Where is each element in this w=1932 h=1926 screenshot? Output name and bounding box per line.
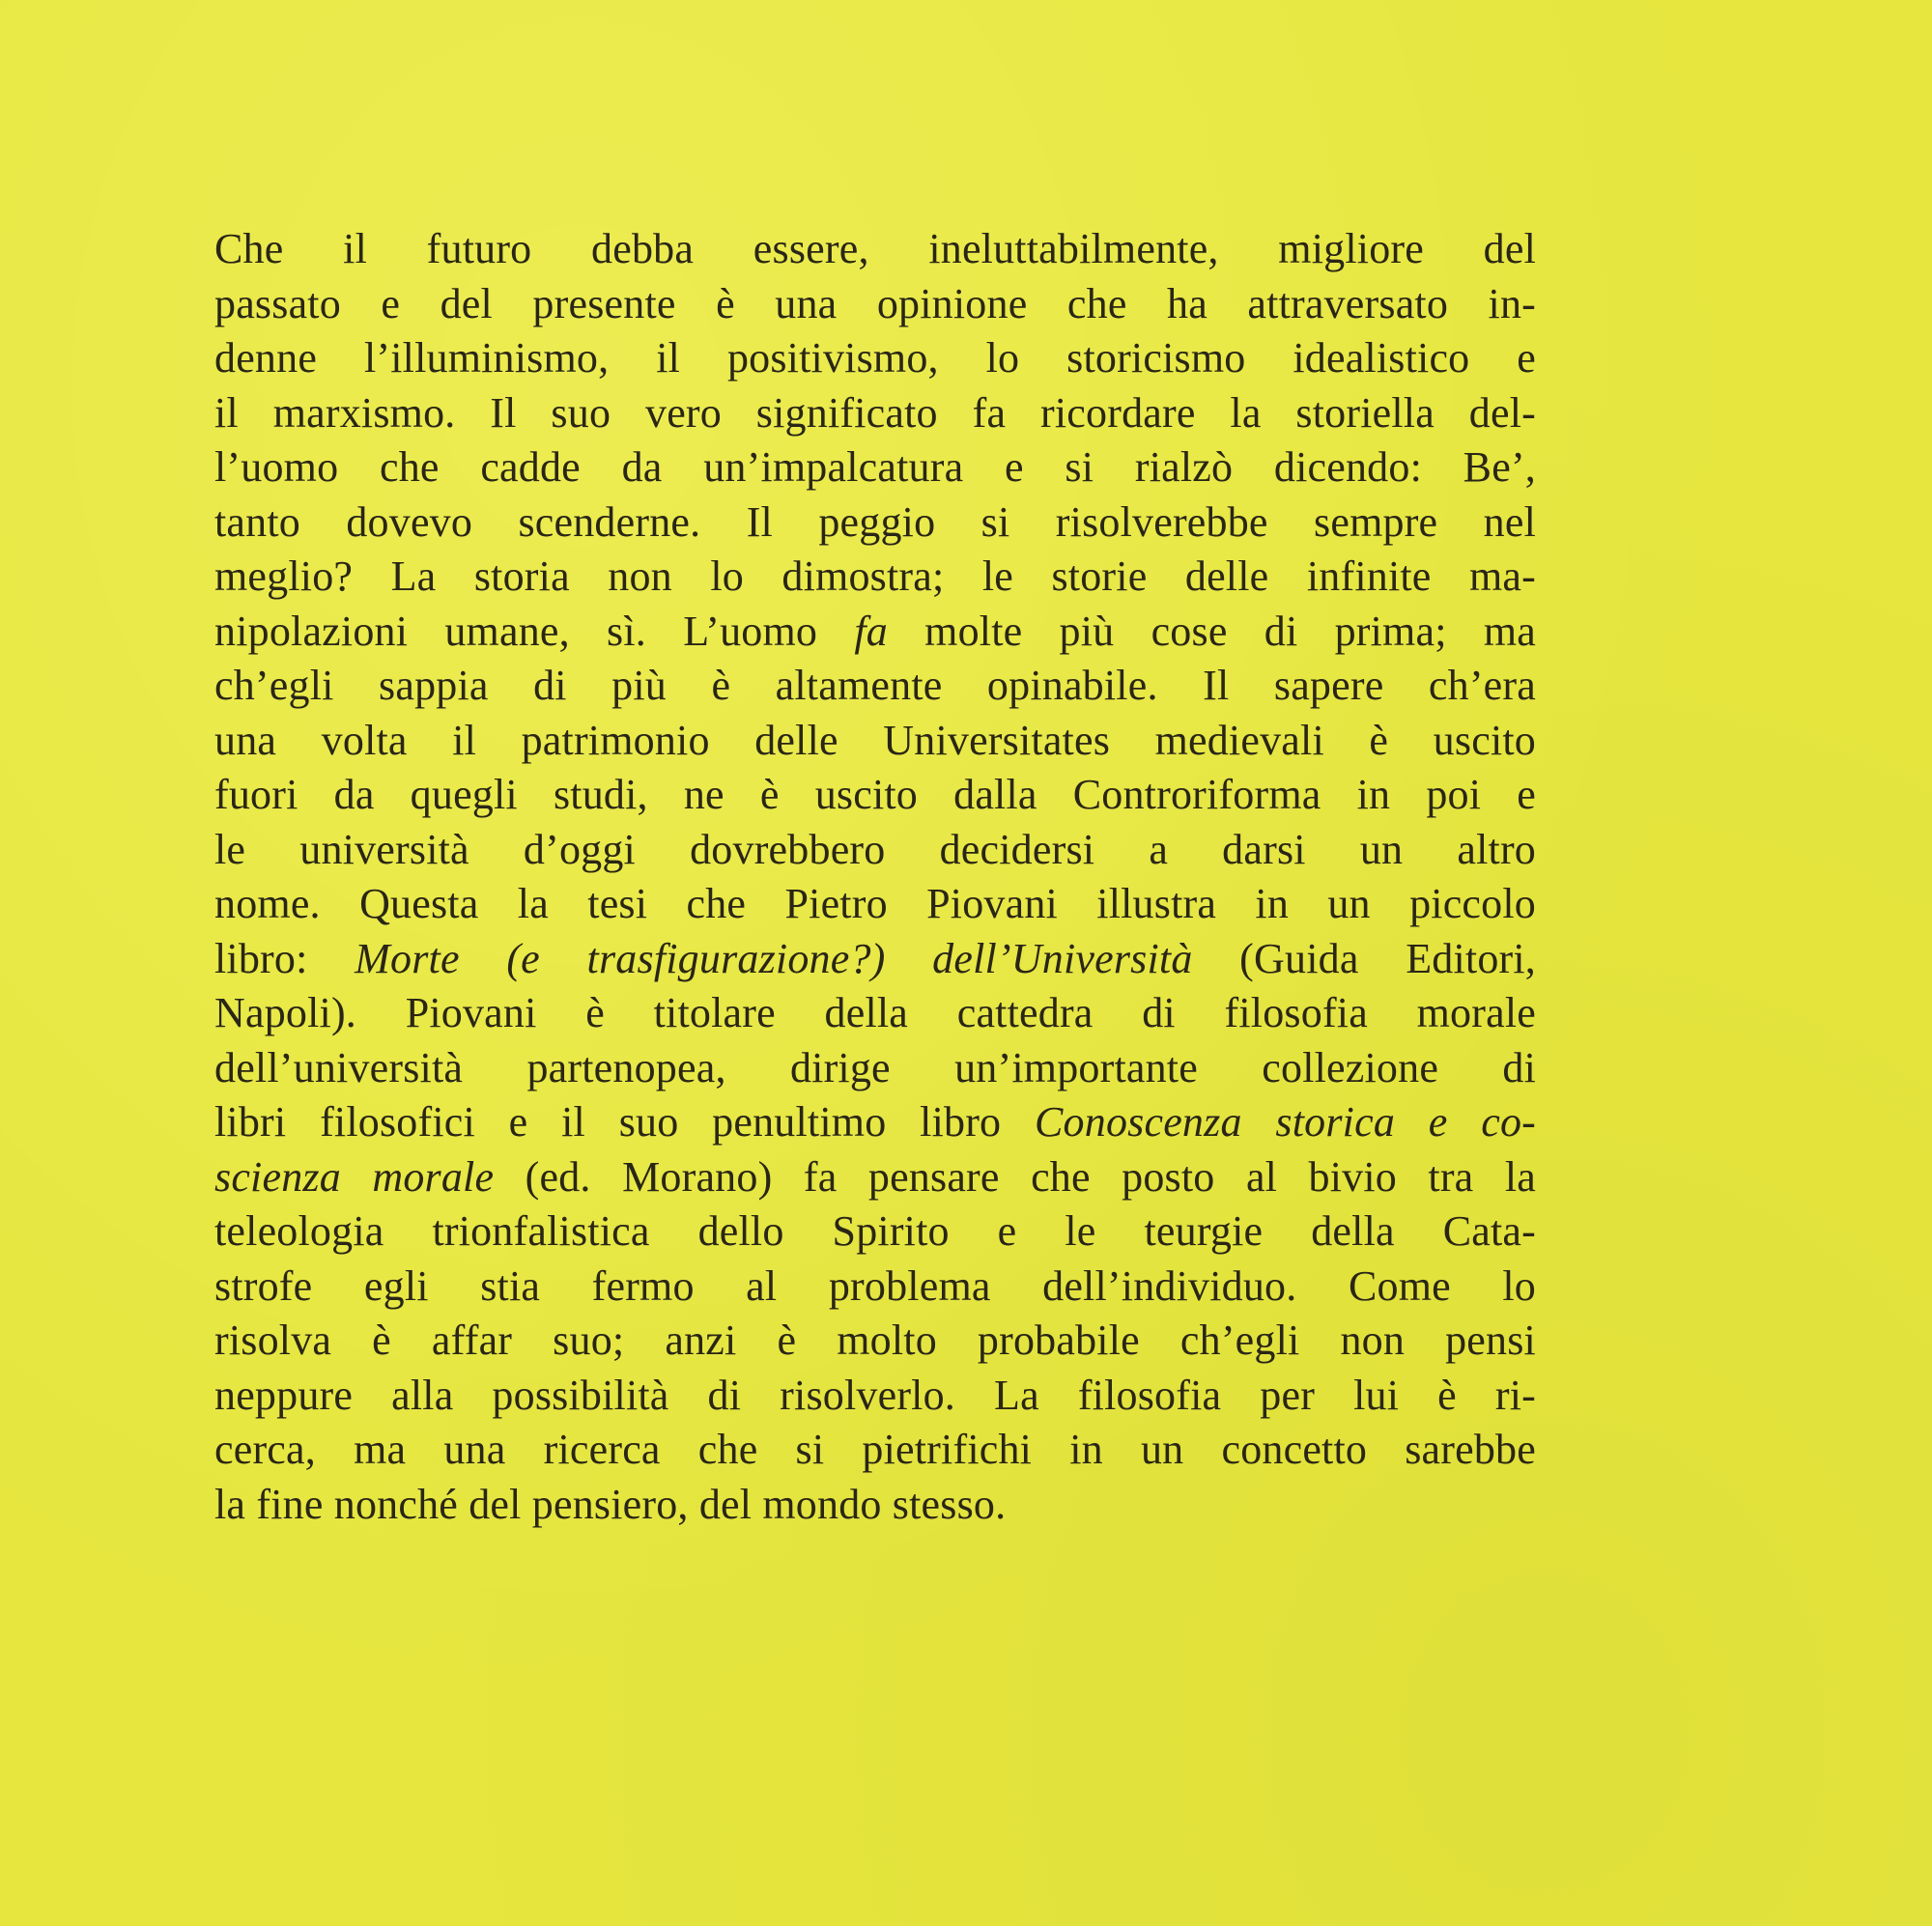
text-line: nipolazioni umane, sì. L’uomo fa molte più cose di prima; ma	[214, 607, 1536, 655]
text-line: cerca, ma una ricerca che si pietrifichi in un concetto sarebbe	[214, 1426, 1536, 1473]
text-block	[214, 222, 1536, 1532]
text-line: ch’egli sappia di più è altamente opinabile. Il sapere ch’era	[214, 662, 1536, 709]
text-line: il marxismo. Il suo vero significato fa ricordare la storiella del-	[214, 388, 1536, 437]
text-line: libri filosofici e il suo penultimo libro Conoscenza storica e co-	[214, 1098, 1537, 1146]
book-title-italic: scienza morale	[214, 1152, 495, 1201]
text-line: passato e del presente è una opinione che ha attraversato in-	[214, 279, 1536, 327]
book-title-italic: Morte (e trasfigurazione?) dell’Università	[355, 934, 1193, 982]
text-line: meglio? La storia non lo dimostra; le storie delle infinite ma-	[214, 552, 1536, 600]
italic-emphasis: fa	[854, 607, 888, 655]
text-line: neppure alla possibilità di risolverlo. La filosofia per lui è ri-	[214, 1371, 1536, 1419]
text-line: denne l’illuminismo, il positivismo, lo storicismo idealistico e	[214, 334, 1536, 382]
text-line: Napoli). Piovani è titolare della cattedra di filosofia morale	[214, 989, 1536, 1036]
book-title-italic: Conoscenza storica e co-	[1035, 1098, 1537, 1146]
text-line: teleologia trionfalistica dello Spirito e le teurgie della Cata-	[214, 1207, 1536, 1255]
text-line: dell’università partenopea, dirige un’importante collezione di	[214, 1043, 1536, 1091]
text-line: risolva è affar suo; anzi è molto probabile ch’egli non pensi	[214, 1317, 1536, 1364]
text-line: libro: Morte (e trasfigurazione?) dell’Università (Guida Editori,	[214, 934, 1536, 982]
text-line: l’uomo che cadde da un’impalcatura e si rialzò dicendo: Be’,	[214, 443, 1536, 491]
text-line: fuori da quegli studi, ne è uscito dalla Controriforma in poi e	[214, 771, 1536, 818]
text-line-last: la fine nonché del pensiero, del mondo stesso.	[214, 1480, 1007, 1528]
text-line: scienza morale (ed. Morano) fa pensare che posto al bivio tra la	[214, 1152, 1537, 1201]
text-line: nome. Questa la tesi che Pietro Piovani illustra in un piccolo	[214, 880, 1536, 927]
text-line: strofe egli stia fermo al problema dell’individuo. Come lo	[214, 1261, 1536, 1310]
text-line: Che il futuro debba essere, ineluttabilmente, migliore del	[214, 225, 1536, 272]
text-line: una volta il patrimonio delle Universitates medievali è uscito	[214, 716, 1536, 764]
text-line: le università d’oggi dovrebbero decidersi a darsi un altro	[214, 825, 1536, 873]
text-line: tanto dovevo scenderne. Il peggio si risolverebbe sempre nel	[214, 497, 1536, 546]
